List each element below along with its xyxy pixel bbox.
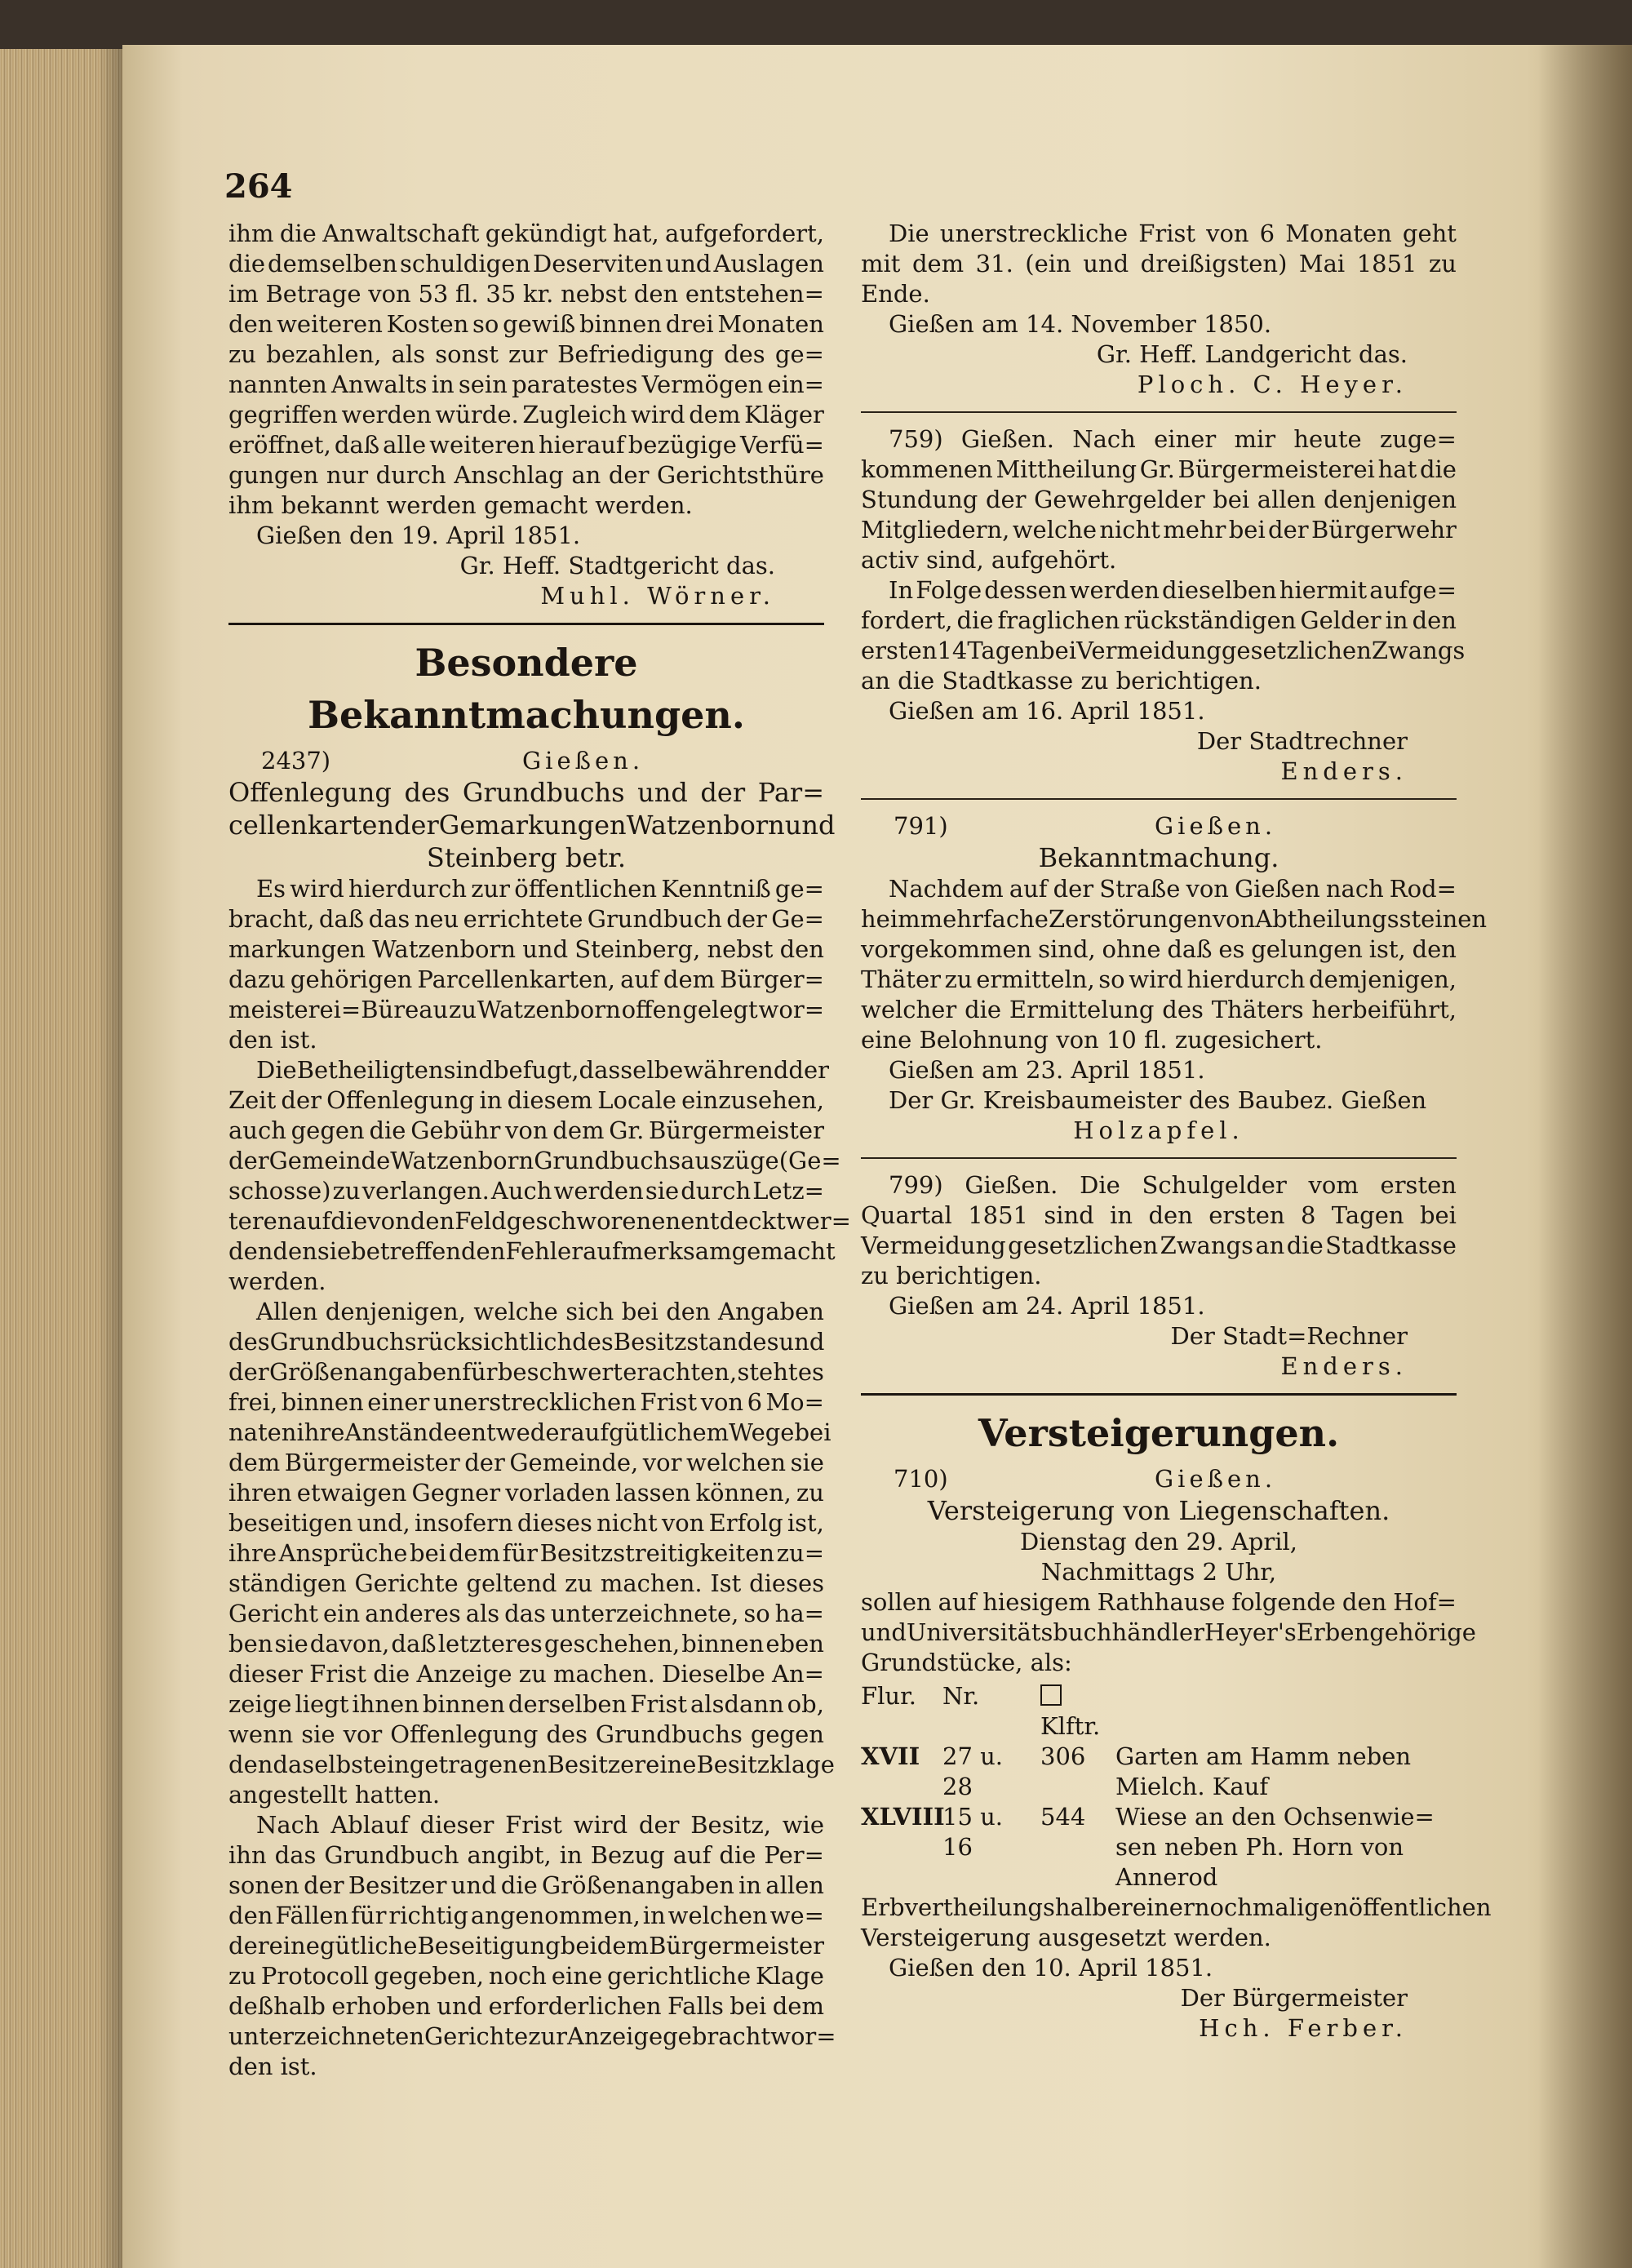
cell-klftr: 306 xyxy=(1040,1742,1086,1770)
signature-names: Muhl. Wörner. xyxy=(540,582,775,610)
text-line: Versteigerung ausgesetzt werden. xyxy=(861,1924,1271,1951)
page-number: 264 xyxy=(224,167,293,206)
text-line: Quartal 1851 sind in den ersten 8 Tagen bei xyxy=(861,1201,1457,1229)
dateline: Gießen am 24. April 1851. xyxy=(889,1292,1205,1320)
text-line: Die unerstreckliche Frist von 6 Monaten geht xyxy=(889,220,1457,247)
text-line: 799) Gießen. Die Schulgelder vom ersten xyxy=(889,1171,1457,1199)
dateline: Gießen am 14. November 1850. xyxy=(889,310,1272,338)
text-line: Stundung der Gewehrgelder bei allen denjenigen xyxy=(861,486,1457,513)
notice-number: 791) xyxy=(894,812,948,840)
cell-klftr: 544 xyxy=(1040,1803,1086,1831)
auction-time: Nachmittags 2 Uhr, xyxy=(1040,1558,1277,1586)
text-line: ihm die Anwaltschaft gekündigt hat, aufgefordert, xyxy=(228,220,824,247)
text-line: Erbvertheilungshalber einer nochmaligen öffentlichen xyxy=(861,1893,1492,1921)
notice-title: Bekanntmachung. xyxy=(1038,842,1279,873)
square-icon xyxy=(1040,1684,1062,1706)
court-signature: Gr. Heff. Stadtgericht das. xyxy=(459,552,775,579)
text-line: den ist. xyxy=(228,1026,317,1054)
text-line: Mitgliedern, welche nicht mehr bei der Bürgerwehr xyxy=(861,516,1457,544)
cell-nr: 15 u. 16 xyxy=(942,1803,1004,1861)
text-line: auch gegen die Gebühr von dem Gr. Bürgermeister xyxy=(228,1116,824,1144)
notice-place: Gießen. xyxy=(522,747,645,774)
text-line: teren auf die von den Feldgeschworenen entdeckt wer= xyxy=(228,1207,851,1235)
dateline: Gießen am 16. April 1851. xyxy=(889,697,1205,725)
text-line: deßhalb erhoben und erforderlichen Falls bei dem xyxy=(228,1992,824,2020)
text-line: sonen der Besitzer und die Größenangaben in allen xyxy=(228,1871,824,1899)
text-line: Ende. xyxy=(861,280,930,308)
signature-title: Der Stadtrechner xyxy=(1196,727,1408,755)
text-line: meisterei=Büreau zu Watzenborn offen gelegt wor= xyxy=(228,996,824,1023)
text-line: dazu gehörigen Parcellenkarten, auf dem Bürger= xyxy=(228,965,824,993)
text-line: activ sind, aufgehört. xyxy=(861,546,1117,574)
cell-flur: XVII xyxy=(861,1742,920,1770)
text-line: den daselbst eingetragenen Besitzer eine Besitzklage xyxy=(228,1751,835,1778)
text-line: den Fällen für richtig angenommen, in welchen we= xyxy=(228,1902,824,1929)
signature-name: Enders. xyxy=(1280,1352,1408,1380)
court-signature: Gr. Heff. Landgericht das. xyxy=(1096,340,1408,368)
text-line: ständigen Gerichte geltend zu machen. Ist dieses xyxy=(228,1569,824,1597)
text-line: zu berichtigen. xyxy=(861,1262,1042,1289)
text-line: ihm bekannt werden gemacht werden. xyxy=(228,491,693,519)
continued-notice xyxy=(861,219,1457,400)
text-line: an die Stadtkasse zu berichtigen. xyxy=(861,667,1262,695)
notice-title-line: cellenkarten der Gemarkungen Watzenborn und xyxy=(228,810,836,841)
text-line: mit dem 31. (ein und dreißigsten) Mai 1851 zu xyxy=(861,250,1457,277)
signature-name: Enders. xyxy=(1280,757,1408,785)
text-line: kommenen Mittheilung Gr. Bürgermeisterei hat die xyxy=(861,455,1457,483)
text-line: frei, binnen einer unerstrecklichen Frist von 6 Mo= xyxy=(228,1388,824,1416)
text-line: im Betrage von 53 fl. 35 kr. nebst den entstehen= xyxy=(228,280,824,308)
divider xyxy=(861,411,1457,413)
signature-title: Der Bürgermeister xyxy=(1180,1984,1408,2012)
notice-799 xyxy=(861,1170,1457,1382)
cell-nr: 27 u. 28 xyxy=(942,1742,1004,1800)
text-line: werden. xyxy=(228,1267,326,1295)
text-line: sollen auf hiesigem Rathhause folgende den Hof= xyxy=(861,1588,1457,1616)
text-line: naten ihre Anstände entweder auf gütlichem Wege bei xyxy=(228,1418,832,1446)
table-row xyxy=(861,1742,1457,1802)
text-line: Allen denjenigen, welche sich bei den Angaben xyxy=(256,1298,824,1325)
text-line: ihre Ansprüche bei dem für Besitzstreitigkeiten zu= xyxy=(228,1539,824,1567)
text-line: Nachdem auf der Straße von Gießen nach Rod= xyxy=(889,875,1457,903)
text-line: die demselben schuldigen Deserviten und Auslagen xyxy=(228,250,824,277)
text-line: und Universitätsbuchhändler Heyer's Erben gehörige xyxy=(861,1618,1476,1646)
left-column xyxy=(228,219,851,2082)
notice-number: 710) xyxy=(894,1465,948,1493)
notice-2437 xyxy=(228,746,851,2082)
dateline: Gießen den 19. April 1851. xyxy=(256,522,581,549)
notice-759 xyxy=(861,424,1466,787)
right-column xyxy=(861,219,1492,2044)
text-line: fordert, die fraglichen rückständigen Gelder in den xyxy=(861,606,1457,634)
col-klftr: Klftr. xyxy=(1040,1681,1115,1742)
text-line: In Folge dessen werden dieselben hiermit aufge= xyxy=(889,576,1457,604)
dateline: Gießen am 23. April 1851. xyxy=(889,1056,1205,1084)
text-line: Zeit der Offenlegung in diesem Locale einzusehen, xyxy=(228,1086,824,1114)
divider xyxy=(861,1157,1457,1159)
text-line: Vermeidung gesetzlichen Zwangs an die Stadtkasse xyxy=(861,1232,1457,1259)
text-line: vorgekommen sind, ohne daß es gelungen ist, den xyxy=(861,935,1457,963)
text-line: Gericht ein anderes als das unterzeichnete, so ha= xyxy=(228,1600,824,1627)
text-line: der Größenangaben für beschwert erachten, steht es xyxy=(228,1358,824,1386)
cell-desc: Garten am Hamm neben Mielch. Kauf xyxy=(1115,1742,1412,1800)
signature-name: Hch. Ferber. xyxy=(1199,2014,1408,2042)
notice-title-line: Steinberg betr. xyxy=(426,842,627,873)
text-line: beseitigen und, insofern dieses nicht von Erfolg ist, xyxy=(228,1509,824,1537)
signature-title: Der Gr. Kreisbaumeister des Baubez. Gießen xyxy=(889,1086,1427,1114)
text-line: ihren etwaigen Gegner vorladen lassen können, zu xyxy=(228,1479,824,1507)
notice-number: 2437) xyxy=(261,747,331,774)
text-line: Thäter zu ermitteln, so wird hierdurch demjenigen, xyxy=(861,965,1457,993)
signature-names: Ploch. C. Heyer. xyxy=(1137,371,1408,398)
notice-title: Versteigerung von Liegenschaften. xyxy=(927,1495,1390,1526)
section-title-versteigerungen: Versteigerungen. xyxy=(978,1411,1340,1455)
text-line: der Gemeinde Watzenborn Grundbuchsauszüge (Ge= xyxy=(228,1147,841,1174)
dateline: Gießen den 10. April 1851. xyxy=(889,1954,1213,1982)
text-line: 759) Gießen. Nach einer mir heute zuge= xyxy=(889,425,1457,453)
divider xyxy=(861,798,1457,800)
text-line: bracht, daß das neu errichtete Grundbuch der Ge= xyxy=(228,905,824,933)
property-table xyxy=(861,1681,1457,1893)
text-line: zu Protocoll gegeben, noch eine gerichtliche Klage xyxy=(228,1962,824,1990)
text-line: Nach Ablauf dieser Frist wird der Besitz, wie xyxy=(256,1811,824,1839)
col-nr: Nr. xyxy=(942,1682,980,1710)
text-line: unterzeichneten Gerichte zur Anzeige gebracht wor= xyxy=(228,2022,836,2050)
text-line: ben sie davon, daß letzteres geschehen, binnen eben xyxy=(228,1630,824,1658)
text-line: eröffnet, daß alle weiteren hierauf bezügige Verfü= xyxy=(228,431,824,459)
cell-desc: Wiese an den Ochsenwie= sen neben Ph. Horn von Annerod xyxy=(1115,1803,1435,1891)
col-flur: Flur. xyxy=(861,1682,916,1710)
text-line: eine Belohnung von 10 fl. zugesichert. xyxy=(861,1026,1323,1054)
text-line: nannten Anwalts in sein paratestes Vermögen ein= xyxy=(228,371,824,398)
intro-paragraph xyxy=(228,219,824,611)
text-line: Grundstücke, als: xyxy=(861,1649,1072,1676)
table-row xyxy=(861,1802,1457,1893)
text-line: heim mehrfache Zerstörungen von Abtheilungssteinen xyxy=(861,905,1488,933)
section-title-besondere: Besondere Bekanntmachungen. xyxy=(308,641,745,737)
text-line: zu bezahlen, als sonst zur Befriedigung des ge= xyxy=(228,340,824,368)
notice-710 xyxy=(861,1464,1492,2044)
text-line: welcher die Ermittelung des Thäters herbeiführt, xyxy=(861,996,1457,1023)
text-line: markungen Watzenborn und Steinberg, nebst den xyxy=(228,935,824,963)
text-line: ihn das Grundbuch angibt, in Bezug auf die Per= xyxy=(228,1841,824,1869)
text-line: Die Betheiligten sind befugt, dasselbe während der xyxy=(256,1056,829,1084)
section-divider xyxy=(228,623,824,625)
notice-791 xyxy=(861,811,1488,1146)
text-line: angestellt hatten. xyxy=(228,1781,441,1809)
text-line: dieser Frist die Anzeige zu machen. Dieselbe An= xyxy=(228,1660,824,1688)
text-line: denden sie betreffenden Fehler aufmerksam gemacht xyxy=(228,1237,836,1265)
text-line: den weiteren Kosten so gewiß binnen drei Monaten xyxy=(228,310,824,338)
text-line: den ist. xyxy=(228,2053,317,2080)
text-line: ersten 14 Tagen bei Vermeidung gesetzlichen Zwangs xyxy=(861,637,1466,664)
cell-flur: XLVIII xyxy=(861,1803,945,1831)
text-line: gungen nur durch Anschlag an der Gerichtsthüre xyxy=(228,461,824,489)
notice-title-line: Offenlegung des Grundbuchs und der Par= xyxy=(228,777,824,808)
text-line: des Grundbuchs rücksichtlich des Besitzstandes und xyxy=(228,1328,825,1356)
text-line: der eine gütliche Beseitigung bei dem Bürgermeister xyxy=(228,1932,824,1960)
auction-date: Dienstag den 29. April, xyxy=(1019,1528,1298,1556)
text-line: Es wird hierdurch zur öffentlichen Kenntniß ge= xyxy=(256,875,824,903)
notice-place: Gießen. xyxy=(1155,812,1277,840)
text-line: zeige liegt ihnen binnen derselben Frist alsdann ob, xyxy=(228,1690,824,1718)
text-line: dem Bürgermeister der Gemeinde, vor welchen sie xyxy=(228,1449,824,1476)
signature-name: Holzapfel. xyxy=(1073,1116,1244,1144)
table-header xyxy=(861,1681,1457,1742)
signature-title: Der Stadt=Rechner xyxy=(1170,1322,1408,1350)
section-divider xyxy=(861,1393,1457,1396)
text-line: schosse) zu verlangen. Auch werden sie durch Letz= xyxy=(228,1177,824,1205)
notice-place: Gießen. xyxy=(1155,1465,1277,1493)
text-line: wenn sie vor Offenlegung des Grundbuchs gegen xyxy=(228,1720,824,1748)
text-line: gegriffen werden würde. Zugleich wird dem Kläger xyxy=(228,401,824,428)
